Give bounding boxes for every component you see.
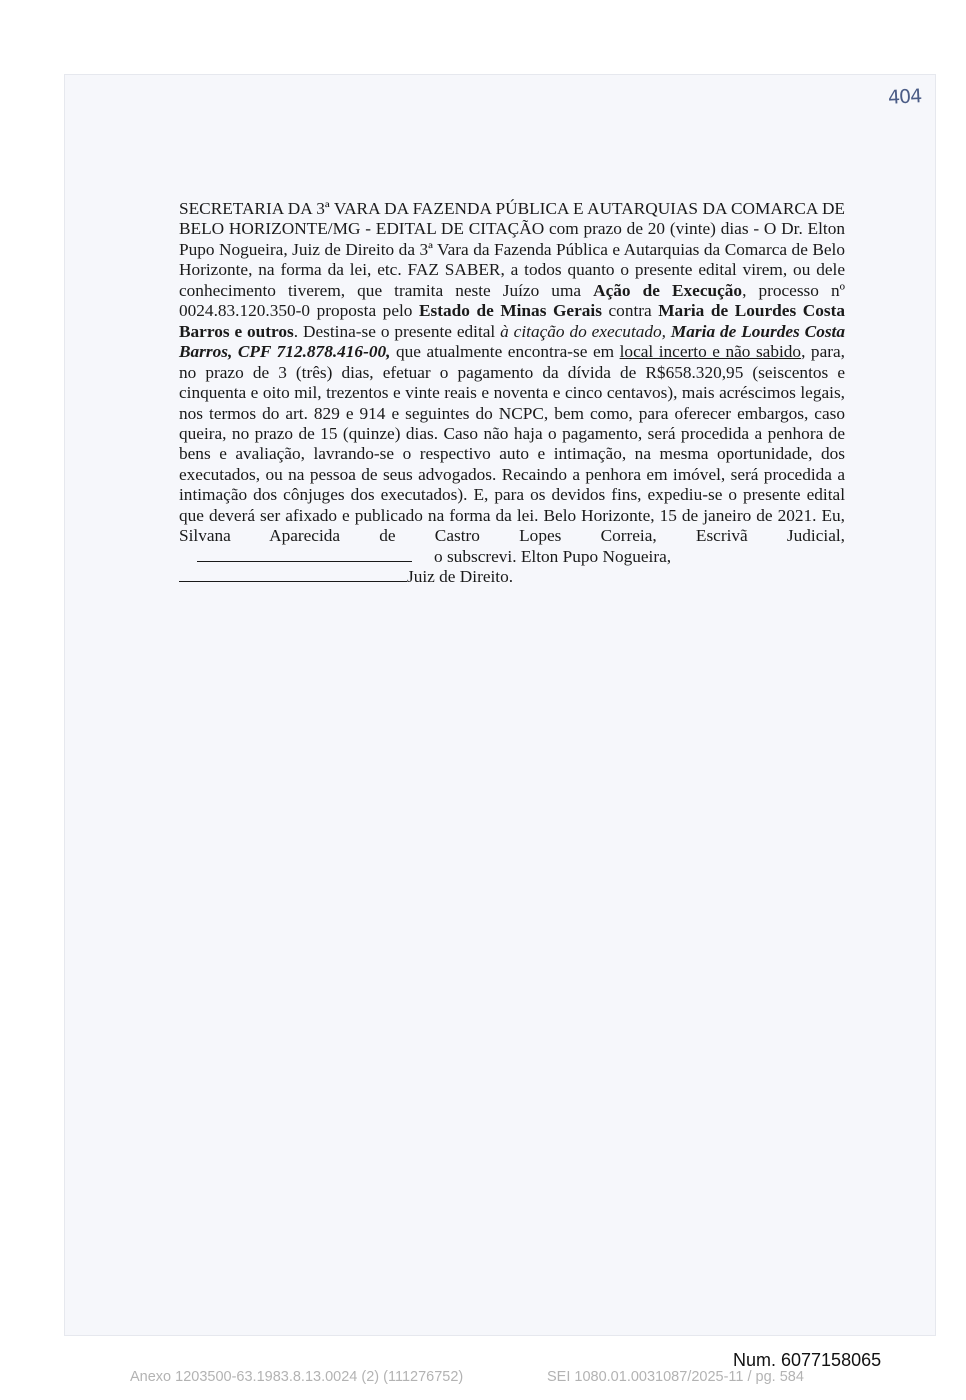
footer-sei: SEI 1080.01.0031087/2025-11 / pg. 584 xyxy=(547,1369,804,1385)
signature-line-escriva xyxy=(197,547,412,562)
acao-type: Ação de Execução xyxy=(593,280,743,300)
edital-text-part: o subscrevi. Elton Pupo Nogueira, xyxy=(434,546,672,566)
edital-text-part: , processo nº 0024.83.120.350-0 proposta pelo xyxy=(179,280,845,321)
edital-text-part: contra xyxy=(601,301,659,321)
edital-text-part: Juiz de Direito. xyxy=(407,567,514,587)
handwritten-page-number: 404 xyxy=(887,85,922,109)
executado-name: Maria de Lourdes Costa Barros, CPF 712.878.416-00, xyxy=(179,321,845,362)
citacao-text: à citação do executado, xyxy=(500,321,671,341)
edital-text-part: . Destina-se o presente edital xyxy=(293,321,501,341)
edital-text-part: SECRETARIA DA 3ª VARA DA FAZENDA PÚBLICA E AUTARQUIAS DA COMARCA DE BELO HORIZONTE/MG - EDITAL DE CITAÇÃO com prazo de 20 (vinte) dias - O Dr. Elton Pupo Nogueira, Juiz de Direito da 3ª Vara da Fazenda Pública e Autarquias da Comarca de Belo Horizonte, na forma da lei, etc. FAZ SABER, a todos quanto o presente edital virem, ou dele conhecimento tiverem, que tramita neste Juízo uma xyxy=(179,199,845,300)
reu-name: Maria de Lourdes Costa Barros e outros xyxy=(179,301,845,341)
edital-text-part: , para, no prazo de 3 (três) dias, efetuar o pagamento da dívida de R$658.320,95 (seiscentos e cinquenta e oito mil, trezentos e vinte reais e noventa e cinco centavos), mais acréscimos legais, nos termos do art. 829 e 914 e seguintes do NCPC, bem como, para oferecer embargos, caso queira, no prazo de 15 (quinze) dias. Caso não haja o pagamento, será procedida a penhora de bens e avaliação, lavrando-se o respectivo auto e intimação, na mesma oportunidade, dos executados, ou na pessoa de seus advogados. Recaindo a penhora em imóvel, será procedida a intimação dos cônjuges dos executados). E, para os devidos fins, expediu-se o presente edital que deverá ser afixado e publicado na forma da lei. Belo Horizonte, 15 de janeiro de 2021. Eu, Silvana Aparecida de Castro Lopes Correia, Escrivã Judicial, xyxy=(179,342,845,546)
autor-name: Estado de Minas Gerais xyxy=(419,301,602,321)
local-incerto: local incerto e não sabido xyxy=(619,342,802,362)
document-number: Num. 6077158065 xyxy=(733,1350,882,1370)
edital-text xyxy=(179,199,845,588)
signature-line-juiz xyxy=(179,567,407,582)
edital-text-part: que atualmente encontra-se em xyxy=(390,342,620,362)
footer-annex: Anexo 1203500-63.1983.8.13.0024 (2) (111276752) xyxy=(130,1369,464,1385)
